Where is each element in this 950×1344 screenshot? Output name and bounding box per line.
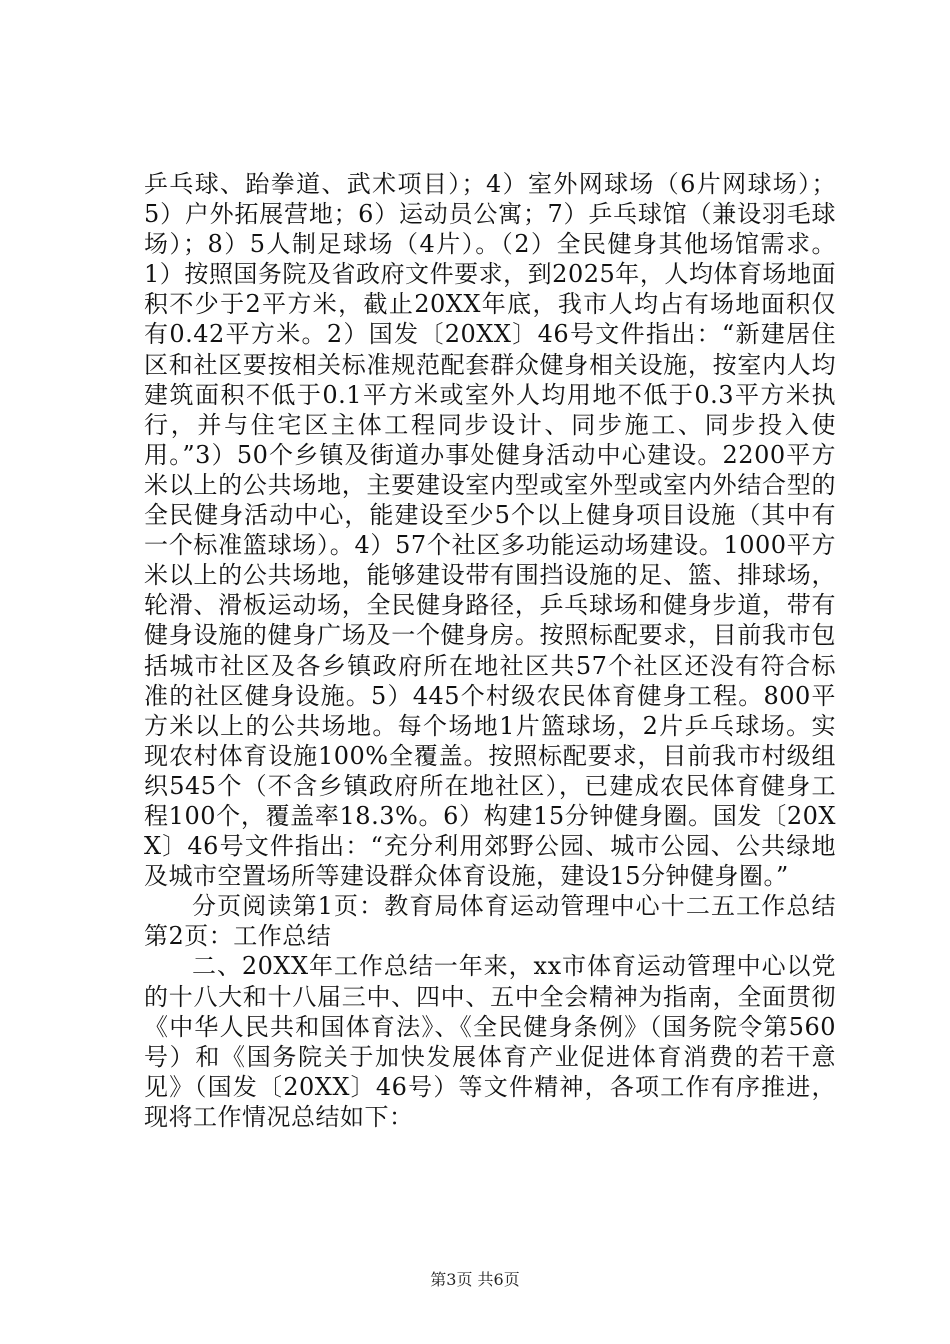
page-footer: 第3页 共6页 <box>430 1270 520 1289</box>
document-body <box>144 169 836 1132</box>
paragraph-facility-needs: 乒乓球、跆拳道、武术项目）；4）室外网球场（6片网球场）；5）户外拓展营地；6）运动员公寓；7）乒乓球馆（兼设羽毛球场）；8）5人制足球场（4片）。（2）全民健身其他场馆需求。1）按照国务院及省政府文件要求，到2025年，人均体育场地面积不少于2平方米，截止20XX年底，我市人均占有场地面积仅有0.42平方米。2）国发〔20XX〕46号文件指出：“新建居住区和社区要按相关标准规范配套群众健身相关设施，按室内人均建筑面积不低于0.1平方米或室外人均用地不低于0.3平方米执行，并与住宅区主体工程同步设计、同步施工、同步投入使用。”3）50个乡镇及街道办事处健身活动中心建设。2200平方米以上的公共场地，主要建设室内型或室外型或室内外结合型的全民健身活动中心，能建设至少5个以上健身项目设施（其中有一个标准篮球场）。4）57个社区多功能运动场建设。1000平方米以上的公共场地，能够建设带有围挡设施的足、篮、排球场，轮滑、滑板运动场，全民健身路径，乒乓球场和健身步道，带有健身设施的健身广场及一个健身房。按照标配要求，目前我市包括城市社区及各乡镇政府所在地社区共57个社区还没有符合标准的社区健身设施。5）445个村级农民体育健身工程。800平方米以上的公共场地。每个场地1片篮球场，2片乒乓球场。实现农村体育设施100%全覆盖。按照标配要求，目前我市村级组织545个（不含乡镇政府所在地社区），已建成农民体育健身工程100个，覆盖率18.3%。6）构建15分钟健身圈。国发〔20XX〕46号文件指出：“充分利用郊野公园、城市公园、公共绿地及城市空置场所等建设群众体育设施，建设15分钟健身圈。” <box>144 170 836 891</box>
paragraph-page-navigation: 分页阅读第1页：教育局体育运动管理中心十二五工作总结第2页：工作总结 <box>144 892 836 951</box>
paragraph-work-summary: 二、20XX年工作总结一年来，xx市体育运动管理中心以党的十八大和十八届三中、四中、五中全会精神为指南，全面贯彻《中华人民共和国体育法》、《全民健身条例》（国务院令第560号）和《国务院关于加快发展体育产业促进体育消费的若干意见》（国发〔20XX〕46号）等文件精神，各项工作有序推进，现将工作情况总结如下： <box>144 952 836 1131</box>
